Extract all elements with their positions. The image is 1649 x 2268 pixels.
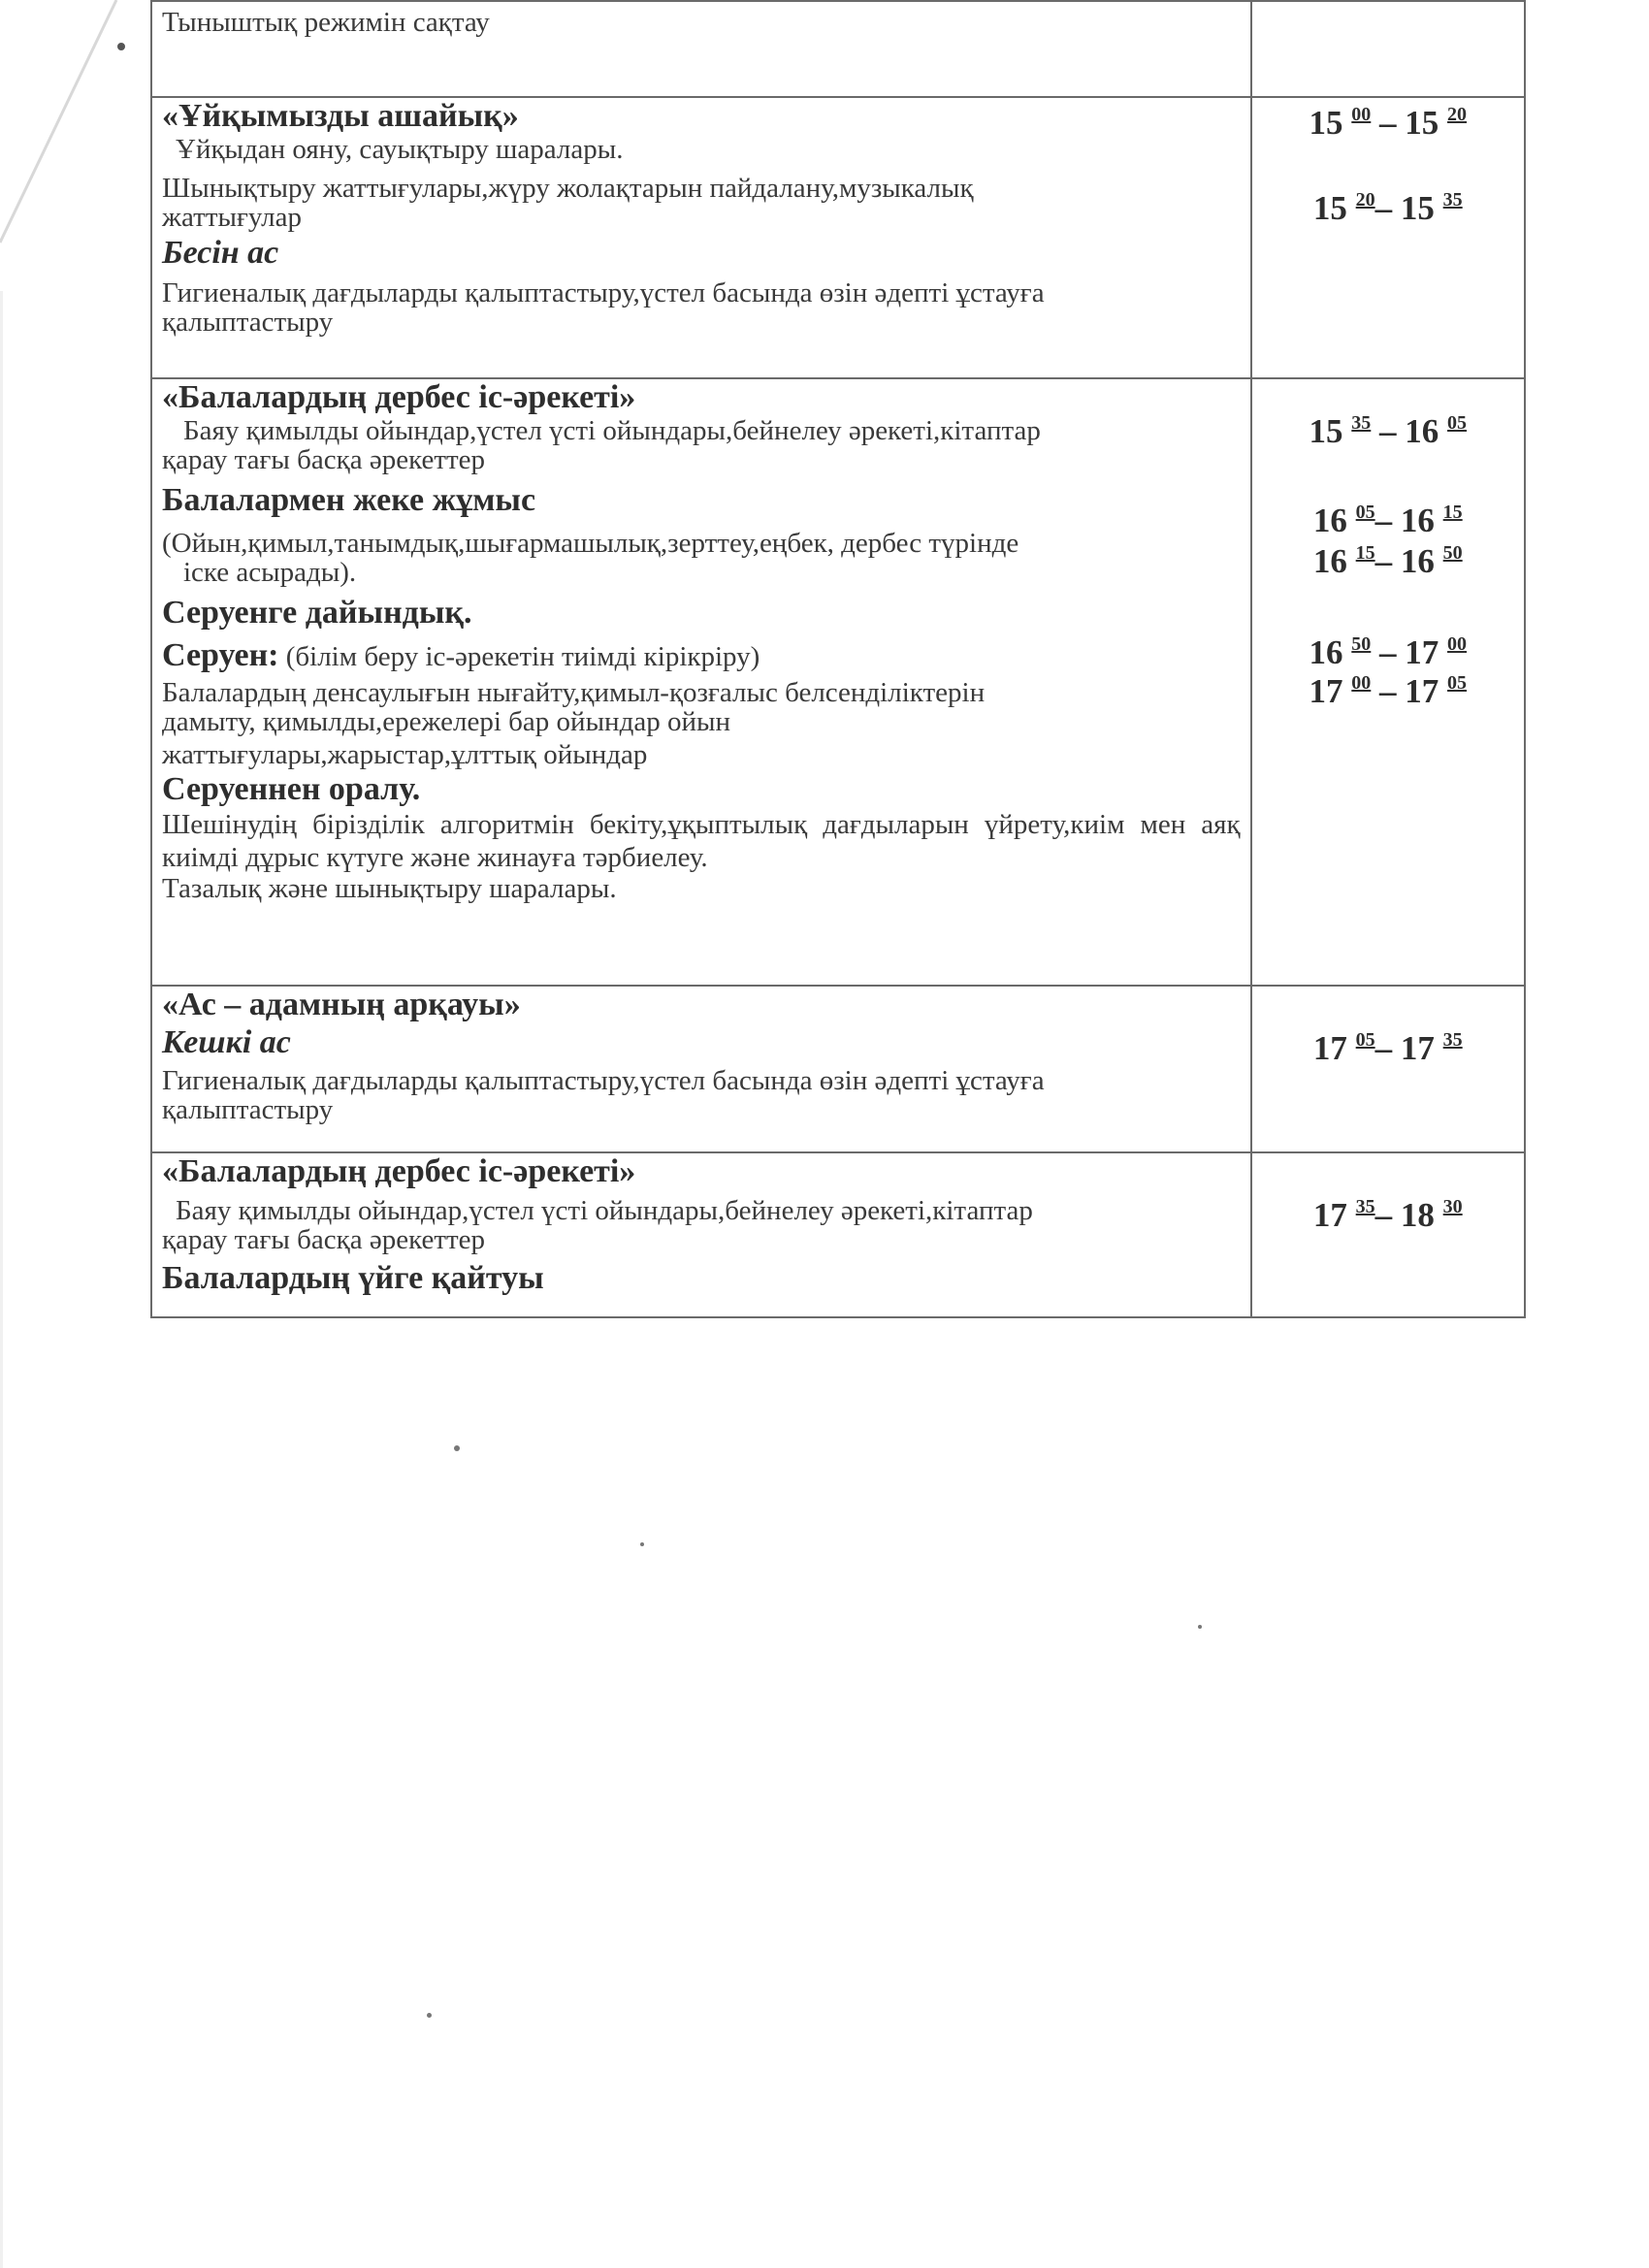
meal-title: Кешкі ас <box>162 1024 291 1060</box>
time-slot: 16 $^{15}$– 16 $^{50}$ <box>1312 542 1463 580</box>
activity-line: Баяу қимылды ойындар,үстел үсті ойындары,бейнелеу әрекеті,кітаптар <box>183 415 1041 446</box>
activity-cell <box>151 986 1251 1152</box>
time-slot: 17 $^{35}$– 18 $^{30}$ <box>1312 1196 1463 1234</box>
activity-line: Гигиеналық дағдыларды қалыптастыру,үстел басында өзін әдепті ұстауға <box>162 1065 1045 1096</box>
activity-line: Баяу қимылды ойындар,үстел үсті ойындары,бейнелеу әрекеті,кітаптар <box>176 1195 1033 1226</box>
activity-line: қалыптастыру <box>162 1094 334 1125</box>
subsection-title: Балалардың үйге қайтуы <box>162 1260 544 1296</box>
schedule-row-dinner <box>151 986 1525 1152</box>
time-cell <box>1251 1 1525 97</box>
scan-speck <box>640 1542 644 1546</box>
time-slot: 17 $^{00}$ – 17 $^{05}$ <box>1309 672 1468 710</box>
activity-line: Гигиеналық дағдыларды қалыптастыру,үстел басында өзін әдепті ұстауға <box>162 277 1045 308</box>
activity-line: Тыныштық режимін сақтау <box>162 7 490 38</box>
scan-speck <box>1198 1625 1202 1629</box>
activity-line: іске асырады). <box>183 557 357 588</box>
time-cell <box>1251 378 1525 986</box>
subsection-title: Серуен: <box>162 637 279 673</box>
activity-cell <box>151 97 1251 378</box>
activity-line: қарау тағы басқа әрекеттер <box>162 444 486 475</box>
activity-line: (білім беру іс-әрекетін тиімді кірікріру) <box>285 641 760 672</box>
schedule-row-independent-activity <box>151 378 1525 986</box>
time-cell <box>1251 97 1525 378</box>
time-slot: 16 $^{05}$– 16 $^{15}$ <box>1312 502 1463 539</box>
activity-line: жаттығулар <box>162 202 302 233</box>
section-title: «Ас – адамның арқауы» <box>162 987 521 1022</box>
time-slot: 15 $^{20}$– 15 $^{35}$ <box>1312 189 1463 227</box>
schedule-row-wake-up <box>151 97 1525 378</box>
activity-line: қарау тағы басқа әрекеттер <box>162 1224 486 1255</box>
section-title: «Балалардың дербес іс-әрекеті» <box>162 1153 636 1189</box>
time-slot: 15 $^{00}$ – 15 $^{20}$ <box>1309 104 1468 142</box>
activity-line: дамыту, қимылды,ережелері бар ойындар ойын <box>162 706 730 737</box>
daily-schedule-table <box>150 0 1526 1318</box>
activity-line: Ұйқыдан ояну, сауықтыру шаралары. <box>176 134 624 165</box>
scan-speck <box>454 1445 460 1451</box>
schedule-row-quiet-mode <box>151 1 1525 97</box>
section-title: «Балалардың дербес іс-әрекеті» <box>162 379 636 415</box>
activity-cell <box>151 1152 1251 1317</box>
schedule-row-going-home <box>151 1152 1525 1317</box>
activity-line: жаттығулары,жарыстар,ұлттық ойындар <box>162 739 648 770</box>
activity-line: Шынықтыру жаттығулары,жүру жолақтарын пайдалану,музыкалық <box>162 173 974 204</box>
activity-line: Шешінудің бірізділік алгоритмін бекіту,ұқыптылық дағдыларын үйрету,киім мен аяқ киімді дұрыс күтуге және жинауға тәрбиелеу. <box>162 809 1241 873</box>
meal-title: Бесін ас <box>162 235 279 271</box>
time-slot: 17 $^{05}$– 17 $^{35}$ <box>1312 1029 1463 1067</box>
activity-cell <box>151 1 1251 97</box>
subsection-title: Балалармен жеке жұмыс <box>162 482 536 518</box>
time-cell <box>1251 1152 1525 1317</box>
section-title: «Ұйқымызды ашайық» <box>162 98 519 134</box>
activity-cell <box>151 378 1251 986</box>
scan-speck <box>427 2013 432 2018</box>
subsection-title: Серуеннен оралу. <box>162 771 421 807</box>
activity-line: (Ойын,қимыл,танымдық,шығармашылық,зерттеу,еңбек, дербес түрінде <box>162 528 1019 559</box>
activity-line: Балалардың денсаулығын нығайту,қимыл-қозғалыс белсенділіктерін <box>162 677 986 708</box>
time-cell <box>1251 986 1525 1152</box>
subsection-title: Серуенге дайындық. <box>162 595 472 631</box>
activity-line: қалыптастыру <box>162 307 334 338</box>
time-slot: 16 $^{50}$ – 17 $^{00}$ <box>1309 633 1468 671</box>
time-slot: 15 $^{35}$ – 16 $^{05}$ <box>1309 412 1468 450</box>
activity-line: Тазалық және шынықтыру шаралары. <box>162 873 617 904</box>
